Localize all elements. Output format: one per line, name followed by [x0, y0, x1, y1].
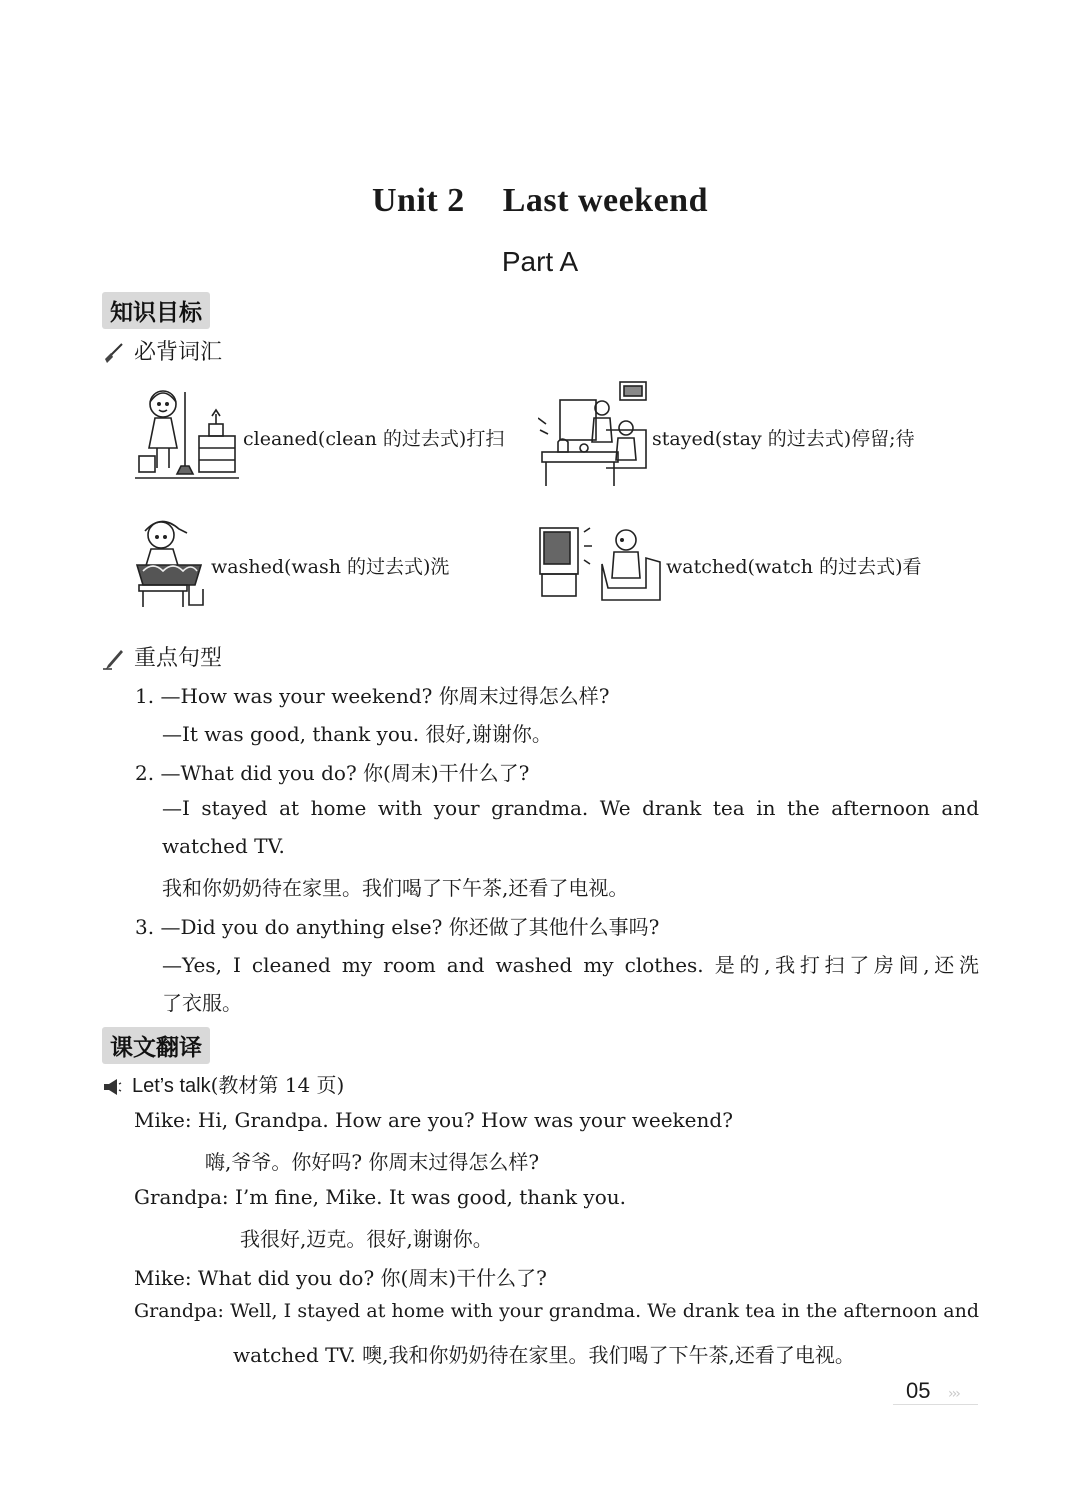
dialogue-line-1-translation: 嗨,爷爷。你好吗? 你周末过得怎么样?	[205, 1150, 540, 1174]
sentence-3-question: 3. —Did you do anything else? 你还做了其他什么事吗?	[135, 915, 660, 939]
vocab-watched: watched(watch 的过去式)看	[666, 556, 922, 578]
dialogue-line-4-continued: watched TV. 噢,我和你奶奶待在家里。我们喝了下午茶,还看了电视。	[233, 1343, 855, 1367]
dialogue-line-2-translation: 我很好,迈克。很好,谢谢你。	[240, 1227, 493, 1251]
megaphone-icon	[102, 1078, 122, 1096]
dialogue-line-4: Grandpa: Well, I stayed at home with your grandma. We drank tea in the afternoon and	[134, 1300, 979, 1322]
dialogue-line-1: Mike: Hi, Grandpa. How are you? How was your weekend?	[134, 1108, 733, 1132]
unit-label: Unit 2	[371, 182, 465, 219]
page-number: 05	[906, 1378, 931, 1403]
vocab-heading-text: 必背词汇	[134, 340, 223, 365]
lets-talk-heading	[102, 1069, 344, 1098]
unit-title: Last weekend	[502, 182, 709, 219]
lets-talk-label: Let’s talk	[132, 1075, 211, 1097]
girl-washing-illustration	[133, 515, 209, 610]
sentence-3-answer-line2: 了衣服。	[162, 991, 242, 1015]
boy-watching-tv-illustration	[536, 522, 662, 604]
sentence-2-answer-line1: —I stayed at home with your grandma. We drank tea in the afternoon and	[162, 796, 979, 820]
pencil-icon	[102, 648, 124, 670]
sentence-3-answer-line1: —Yes, I cleaned my room and washed my clothes. 是的,我打扫了房间,还洗	[162, 953, 979, 977]
text-translation-tag: 课文翻译	[102, 1027, 210, 1064]
vocab-heading	[102, 335, 222, 366]
sentence-1-question: 1. —How was your weekend? 你周末过得怎么样?	[135, 684, 610, 708]
vocab-stayed: stayed(stay 的过去式)停留;待	[652, 428, 915, 450]
page-title	[0, 182, 1080, 220]
dialogue-line-2: Grandpa: I’m fine, Mike. It was good, thank you.	[134, 1185, 627, 1209]
vocab-washed: washed(wash 的过去式)洗	[211, 556, 450, 578]
broom-icon	[102, 342, 124, 364]
sentence-2-answer-translation: 我和你奶奶待在家里。我们喝了下午茶,还看了电视。	[162, 876, 629, 900]
part-label: Part A	[501, 246, 579, 277]
page-chevrons: ›››	[948, 1386, 959, 1402]
sentence-2-question: 2. —What did you do? 你(周末)干什么了?	[135, 761, 530, 785]
lets-talk-page-ref: (教材第 14 页)	[210, 1073, 345, 1097]
vocab-cleaned: cleaned(clean 的过去式)打扫	[243, 428, 505, 450]
family-at-home-illustration	[538, 378, 648, 490]
page-number-underline	[893, 1404, 978, 1405]
knowledge-goals-tag: 知识目标	[102, 292, 210, 329]
sentence-heading-text: 重点句型	[134, 646, 223, 671]
dialogue-line-3: Mike: What did you do? 你(周末)干什么了?	[134, 1266, 547, 1290]
girl-cleaning-illustration	[135, 382, 240, 482]
sentence-2-answer-line2: watched TV.	[162, 834, 285, 858]
sentence-heading	[102, 641, 222, 672]
sentence-1-answer: —It was good, thank you. 很好,谢谢你。	[162, 722, 552, 746]
